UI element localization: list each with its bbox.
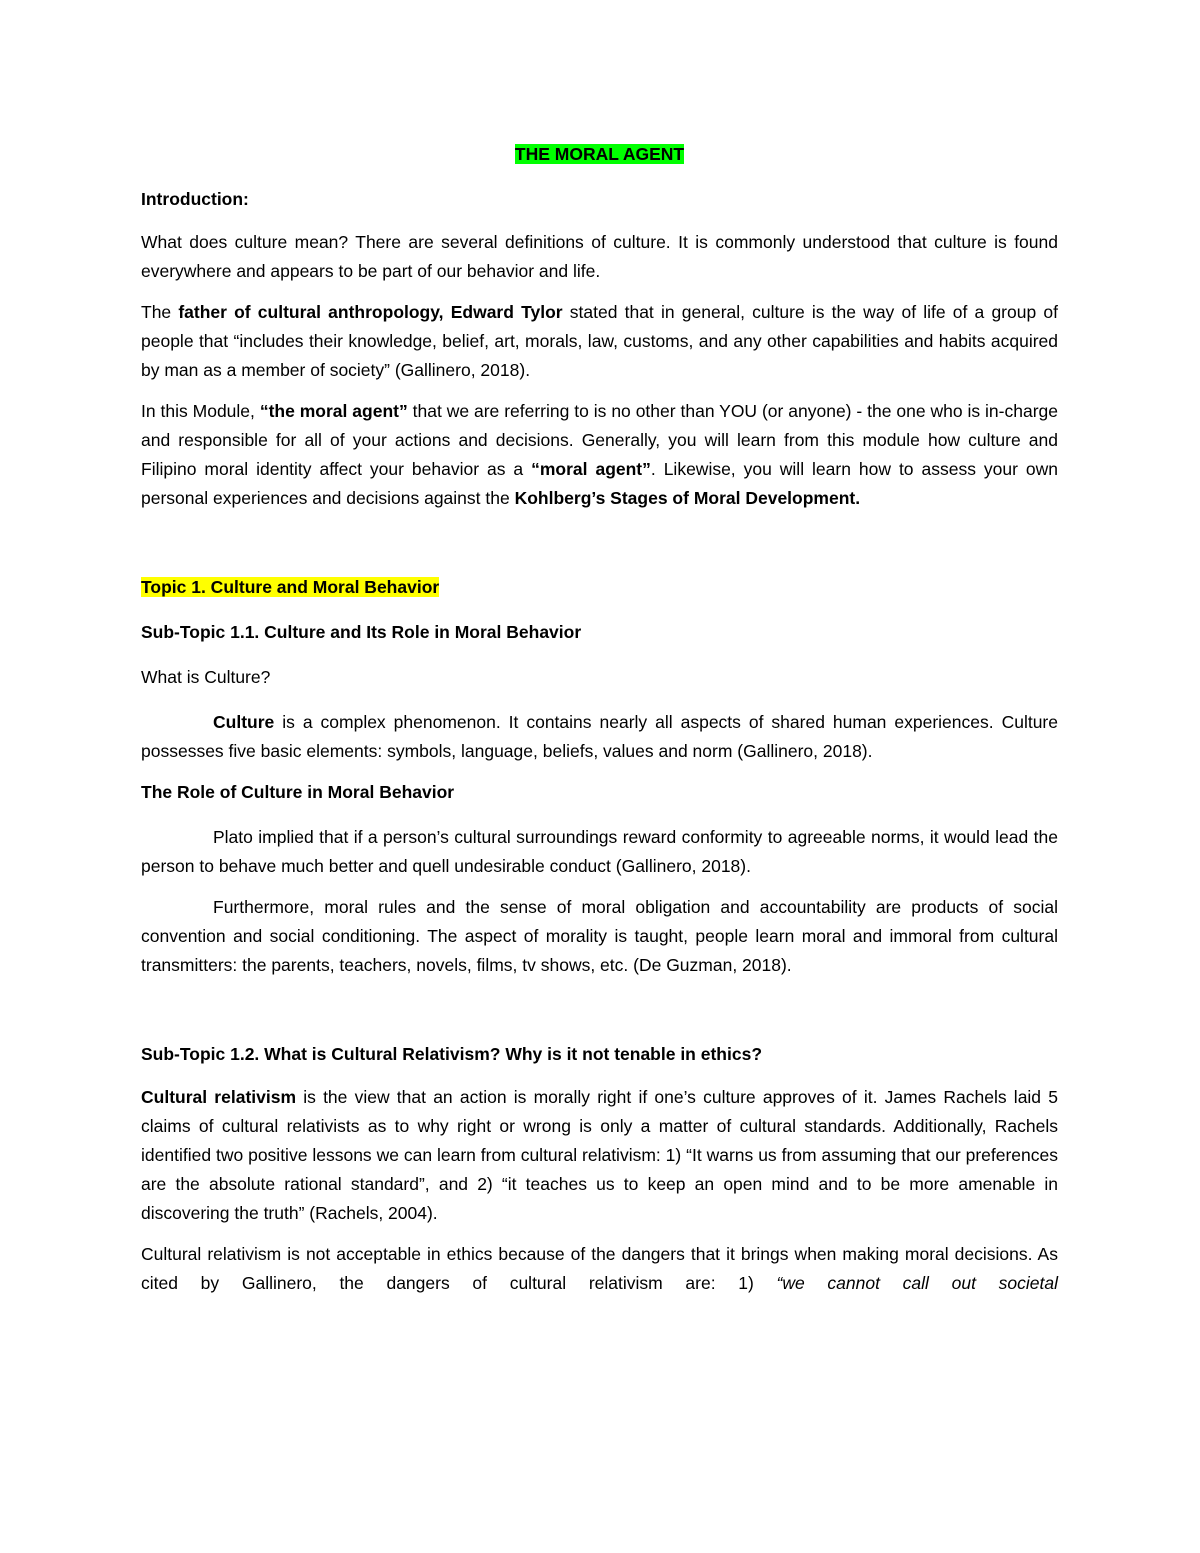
- intro-paragraph-3: [141, 397, 1058, 513]
- document-body: [141, 140, 1058, 1298]
- subtopic-1-1-heading: Sub-Topic 1.1. Culture and Its Role in Moral Behavior: [141, 622, 582, 642]
- dangers-quote: “we cannot call out societal: [776, 1273, 1058, 1293]
- dangers-text: Cultural relativism is not acceptable in ethics because of the dangers that it brings when making moral decisions. As cited by Gallinero, the dangers of cultural relativism are: 1): [141, 1244, 1058, 1293]
- intro-p3-text-e: . Likewise, you will learn how to assess your own personal experiences and decisions against the: [141, 459, 1058, 508]
- intro-paragraph-1: What does culture mean? There are several definitions of culture. It is commonly understood that culture is found everywhere and appears to be part of our behavior and life.: [141, 232, 1058, 281]
- cultural-relativism-text: is the view that an action is morally right if one’s culture approves of it. James Rachels laid 5 claims of cultural relativists as to why right or wrong is only a matter of cultural standards. Additionally, Rachels identified two positive lessons we can learn from cultural relativism: 1) “It warns us from assuming that our preferences are the absolute rational standard”, and 2) “it teaches us to keep an open mind and to be more amenable in discovering the truth” (Rachels, 2004).: [141, 1087, 1058, 1223]
- document-title-line: [141, 140, 1058, 169]
- furthermore-paragraph: Furthermore, moral rules and the sense of moral obligation and accountability are products of social convention and social conditioning. The aspect of morality is taught, people learn moral and immoral from cultural transmitters: the parents, teachers, novels, films, tv shows, etc. (De Guzman, 2018).: [141, 897, 1058, 975]
- plato-paragraph: Plato implied that if a person’s cultural surroundings reward conformity to agreeable norms, it would lead the person to behave much better and quell undesirable conduct (Gallinero, 2018).: [141, 827, 1058, 876]
- topic1-heading-line: [141, 573, 1058, 602]
- intro-p3-bold-f: Kohlberg’s Stages of Moral Development.: [514, 488, 861, 508]
- topic1-heading: Topic 1. Culture and Moral Behavior: [141, 577, 440, 597]
- intro-p2-text-a: The: [141, 302, 179, 322]
- culture-term: Culture: [213, 712, 275, 732]
- intro-heading-line: [141, 185, 1058, 214]
- intro-heading: Introduction:: [141, 189, 249, 209]
- intro-p2-text-c: stated that in general, culture is the way of life of a group of people that “includes their knowledge, belief, art, morals, law, customs, and any other capabilities and habits acquired by man as a member of society” (Gallinero, 2018).: [141, 302, 1058, 380]
- document-title: THE MORAL AGENT: [514, 144, 685, 164]
- subtopic-1-2-heading-line: [141, 1040, 1058, 1069]
- cultural-relativism-paragraph: [141, 1083, 1058, 1228]
- subtopic-1-1-heading-line: [141, 618, 1058, 647]
- cultural-relativism-term: Cultural relativism: [141, 1087, 297, 1107]
- intro-p2-bold: father of cultural anthropology, Edward Tylor: [178, 302, 563, 322]
- culture-definition-paragraph: [141, 708, 1058, 766]
- intro-p3-text-a: In this Module,: [141, 401, 260, 421]
- subtopic-1-2-heading: Sub-Topic 1.2. What is Cultural Relativism? Why is it not tenable in ethics?: [141, 1044, 763, 1064]
- what-is-culture-question: What is Culture?: [141, 667, 271, 687]
- intro-p3-bold-b: “the moral agent”: [259, 401, 408, 421]
- culture-definition-text: is a complex phenomenon. It contains nearly all aspects of shared human experiences. Culture possesses five basic elements: symbols, language, beliefs, values and norm (Gallinero, 2018).: [141, 712, 1058, 761]
- intro-paragraph-2: [141, 298, 1058, 385]
- role-of-culture-heading: The Role of Culture in Moral Behavior: [141, 782, 455, 802]
- intro-p3-bold-d: “moral agent”: [531, 459, 651, 479]
- dangers-paragraph: [141, 1240, 1058, 1298]
- intro-p3-text-c: that we are referring to is no other than YOU (or anyone) - the one who is in-charge and responsible for all of your actions and decisions. Generally, you will learn from this module how culture and Filipino moral identity affect your behavior as a: [141, 401, 1059, 479]
- role-heading-line: [141, 778, 1058, 807]
